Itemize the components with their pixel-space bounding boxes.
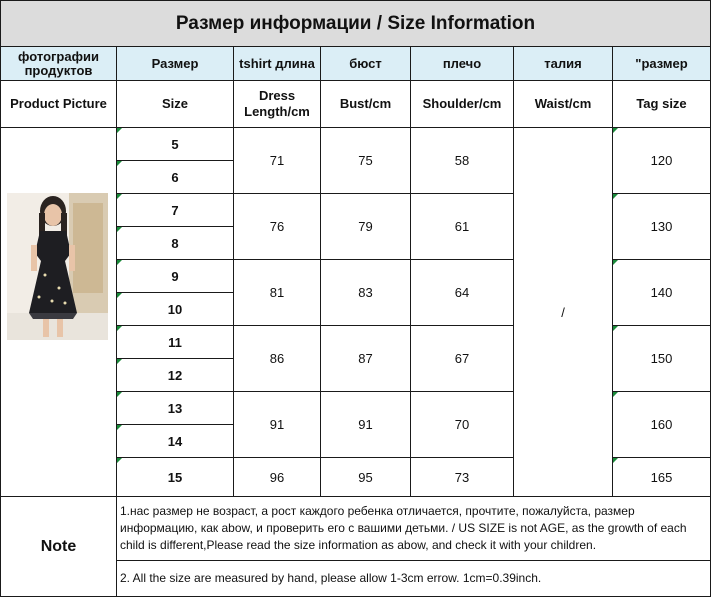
length-cell: 96 — [233, 457, 321, 497]
table-title: Размер информации / Size Information — [0, 0, 711, 47]
tag-size-cell: 150 — [612, 325, 711, 392]
header-en-tag: Tag size — [612, 80, 711, 128]
tag-size-cell: 140 — [612, 259, 711, 326]
header-en-length: Dress Length/cm — [233, 80, 321, 128]
waist-merged-cell: / — [513, 127, 613, 497]
bust-cell: 75 — [320, 127, 411, 194]
bust-cell: 87 — [320, 325, 411, 392]
header-ru-length: tshirt длина — [233, 46, 321, 81]
header-en-bust: Bust/cm — [320, 80, 411, 128]
shoulder-cell: 67 — [410, 325, 514, 392]
header-ru-tag: "размер — [612, 46, 711, 81]
header-ru-bust: бюст — [320, 46, 411, 81]
size-cell: 9 — [116, 259, 234, 293]
size-cell: 14 — [116, 424, 234, 458]
size-cell: 5 — [116, 127, 234, 161]
size-cell: 15 — [116, 457, 234, 497]
tag-size-cell: 165 — [612, 457, 711, 497]
length-cell: 76 — [233, 193, 321, 260]
bust-cell: 95 — [320, 457, 411, 497]
tag-size-cell: 130 — [612, 193, 711, 260]
size-cell: 10 — [116, 292, 234, 326]
header-ru-waist: талия — [513, 46, 613, 81]
bust-cell: 91 — [320, 391, 411, 458]
size-cell: 7 — [116, 193, 234, 227]
length-cell: 86 — [233, 325, 321, 392]
bust-cell: 83 — [320, 259, 411, 326]
size-cell: 6 — [116, 160, 234, 194]
tag-size-cell: 160 — [612, 391, 711, 458]
length-cell: 81 — [233, 259, 321, 326]
shoulder-cell: 58 — [410, 127, 514, 194]
header-ru-picture: фотографии продуктов — [0, 46, 117, 81]
header-en-picture: Product Picture — [0, 80, 117, 128]
size-cell: 13 — [116, 391, 234, 425]
shoulder-cell: 61 — [410, 193, 514, 260]
bust-cell: 79 — [320, 193, 411, 260]
note-text-1: 1.нас размер не возраст, а рост каждого ребенка отличается, прочтите, пожалуйста, размер информацию, как abow, и проверить его с вашими детьми. / US SIZE is not AGE, as the growth of each child is different,Please read the size information as abow, and check it with your children. — [116, 496, 711, 561]
length-cell: 71 — [233, 127, 321, 194]
shoulder-cell: 73 — [410, 457, 514, 497]
note-label: Note — [0, 496, 117, 597]
header-en-size: Size — [116, 80, 234, 128]
size-cell: 8 — [116, 226, 234, 260]
header-en-waist: Waist/cm — [513, 80, 613, 128]
header-en-shoulder: Shoulder/cm — [410, 80, 514, 128]
shoulder-cell: 70 — [410, 391, 514, 458]
size-cell: 12 — [116, 358, 234, 392]
header-ru-size: Размер — [116, 46, 234, 81]
shoulder-cell: 64 — [410, 259, 514, 326]
product-photo — [7, 193, 108, 340]
length-cell: 91 — [233, 391, 321, 458]
header-ru-shoulder: плечо — [410, 46, 514, 81]
size-cell: 11 — [116, 325, 234, 359]
tag-size-cell: 120 — [612, 127, 711, 194]
note-text-2: 2. All the size are measured by hand, please allow 1-3cm errow. 1cm=0.39inch. — [116, 560, 711, 597]
